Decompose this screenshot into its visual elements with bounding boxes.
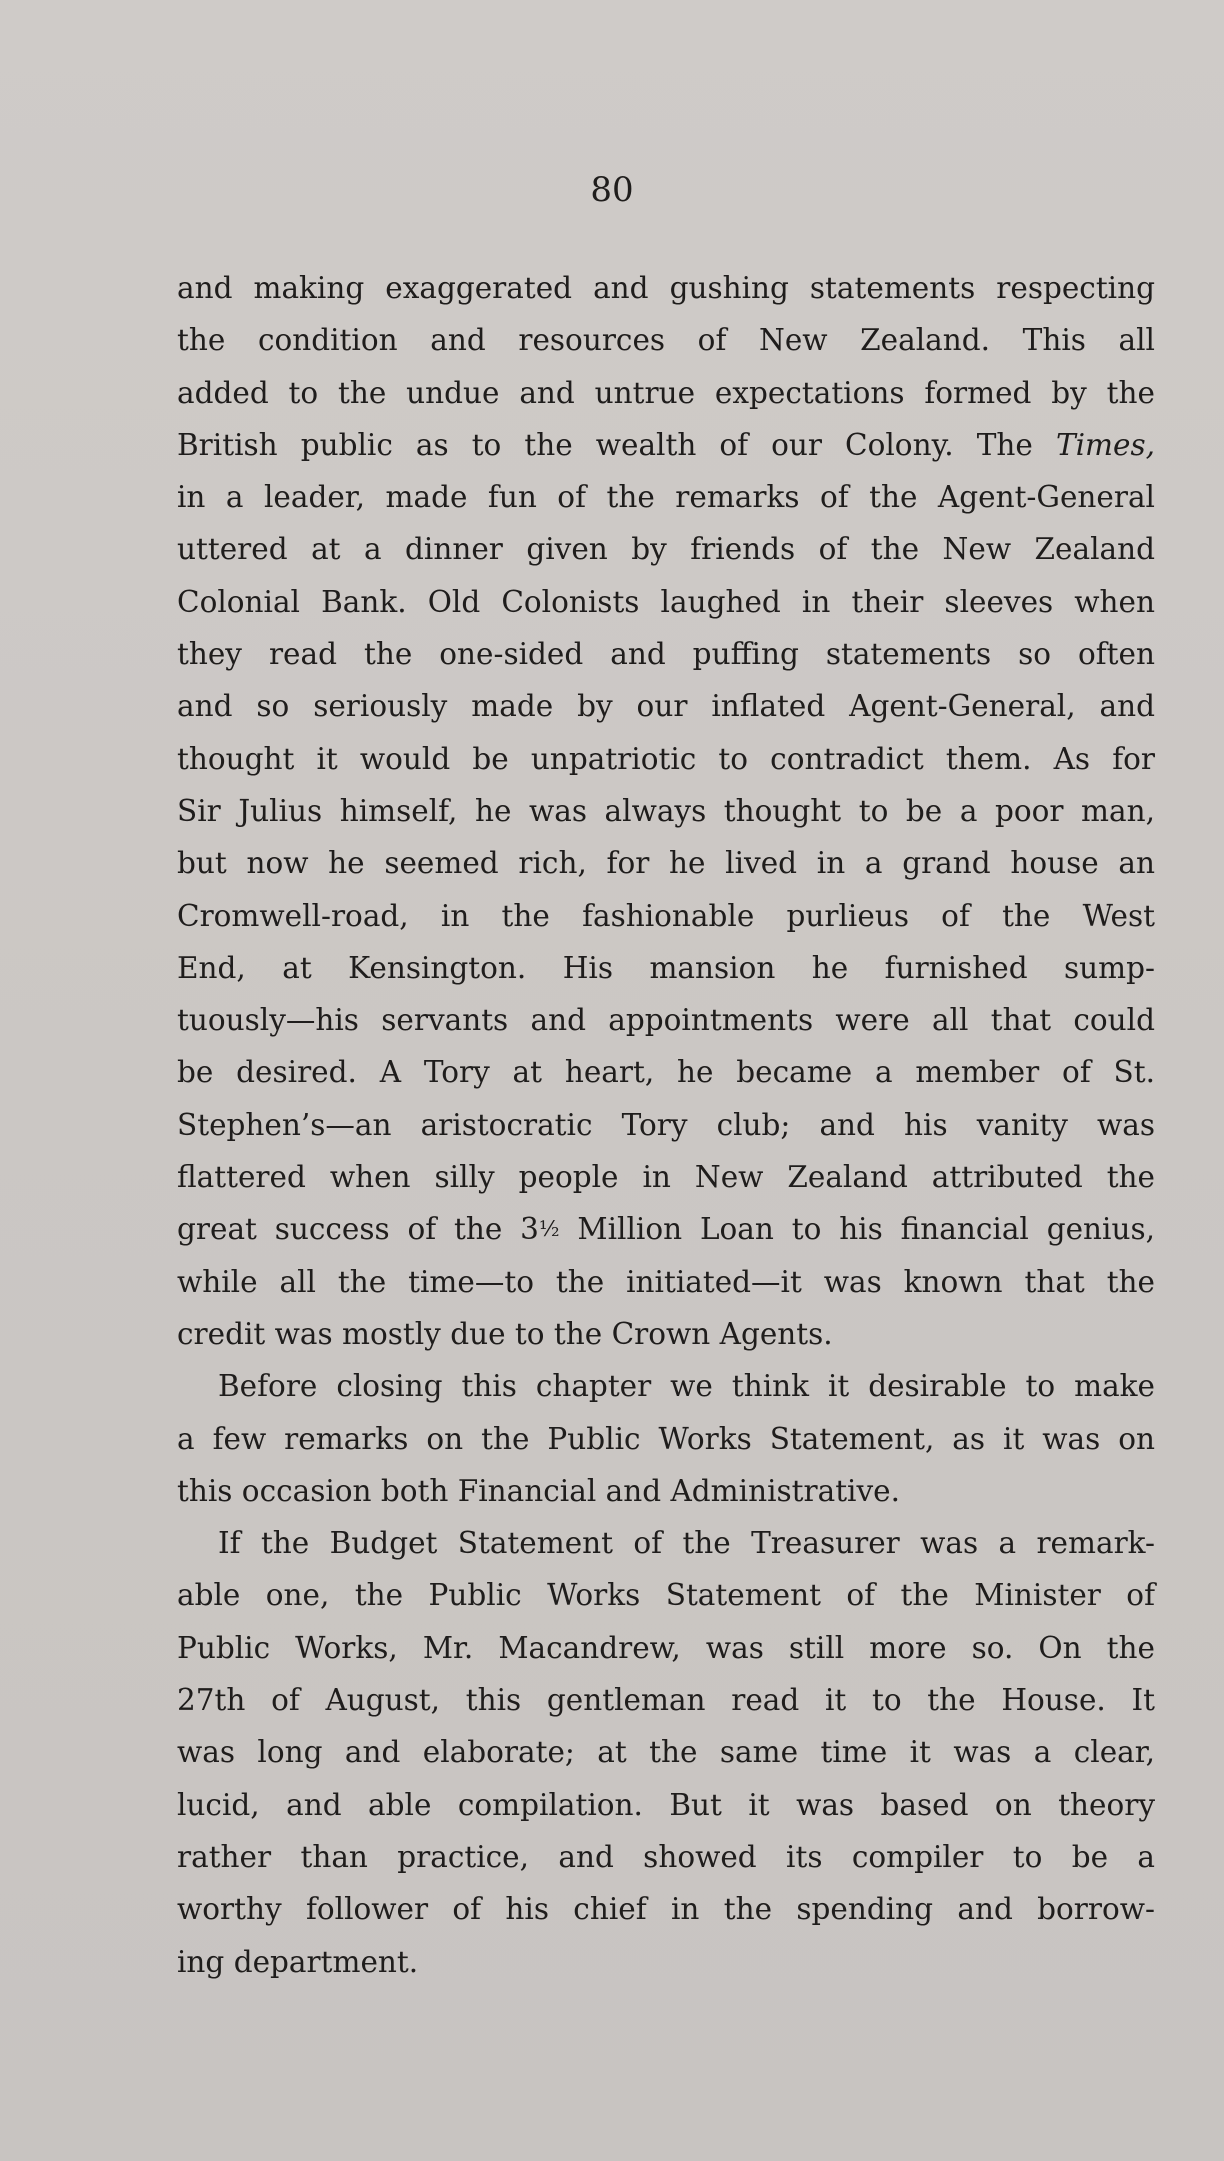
text-line: Sir Julius himself, he was always thought to be a poor man, [177, 793, 1155, 828]
text-line: worthy follower of his chief in the spending and borrow- [177, 1892, 1155, 1927]
text-line: they read the one-sided and puffing statements so often [177, 637, 1155, 672]
text-line: lucid, and able compilation. But it was based on theory [177, 1787, 1155, 1822]
text-line: but now he seemed rich, for he lived in a grand house an [177, 846, 1155, 881]
text-line: Public Works, Mr. Macandrew, was still more so. On the [177, 1630, 1155, 1665]
text-line: able one, the Public Works Statement of the Minister of [177, 1578, 1155, 1613]
text-line: End, at Kensington. His mansion he furnished sump- [177, 950, 1155, 985]
text-segment: great success of the 3 [177, 1212, 539, 1247]
paragraph-start-line: Before closing this chapter we think it desirable to make [218, 1369, 1155, 1404]
fraction-half: ½ [538, 1217, 560, 1243]
paragraph-end-line: credit was mostly due to the Crown Agents. [177, 1316, 833, 1351]
paragraph-end-line: ing department. [177, 1944, 419, 1979]
body-text [177, 262, 1155, 1988]
text-line: a few remarks on the Public Works Statement, as it was on [177, 1421, 1155, 1456]
italic-title-times: Times, [1055, 427, 1155, 462]
text-line: Colonial Bank. Old Colonists laughed in their sleeves when [177, 584, 1155, 619]
text-line: rather than practice, and showed its compiler to be a [177, 1839, 1155, 1874]
paragraph-start-line: If the Budget Statement of the Treasurer was a remark- [218, 1526, 1155, 1561]
text-line: flattered when silly people in New Zealand attributed the [177, 1160, 1155, 1195]
text-line: 27th of August, this gentleman read it to the House. It [177, 1683, 1155, 1718]
text-line: while all the time—to the initiated—it was known that the [177, 1264, 1155, 1299]
text-line: uttered at a dinner given by friends of the New Zealand [177, 532, 1155, 567]
text-line: was long and elaborate; at the same time it was a clear, [177, 1735, 1155, 1770]
page-number: 80 [590, 170, 634, 210]
text-line: in a leader, made fun of the remarks of the Agent-General [177, 480, 1155, 515]
text-line: and so seriously made by our inflated Agent-General, and [177, 689, 1155, 724]
text-line: and making exaggerated and gushing statements respecting [177, 271, 1155, 305]
text-line: tuously—his servants and appointments were all that could [177, 1003, 1155, 1038]
text-line: Stephen’s—an aristocratic Tory club; and his vanity was [177, 1107, 1155, 1142]
text-line: be desired. A Tory at heart, he became a member of St. [177, 1055, 1155, 1090]
text-line [177, 1203, 1155, 1255]
text-line: the condition and resources of New Zealand. This all [177, 323, 1155, 358]
text-line: added to the undue and untrue expectations formed by the [177, 375, 1155, 410]
text-segment: British public as to the wealth of our Colony. The [177, 427, 1056, 462]
text-segment: Million Loan to his financial genius, [559, 1212, 1155, 1247]
text-line [177, 419, 1155, 471]
paragraph-end-line: this occasion both Financial and Administrative. [177, 1473, 900, 1508]
text-line: thought it would be unpatriotic to contradict them. As for [177, 741, 1155, 776]
text-line: Cromwell-road, in the fashionable purlieus of the West [177, 898, 1155, 933]
